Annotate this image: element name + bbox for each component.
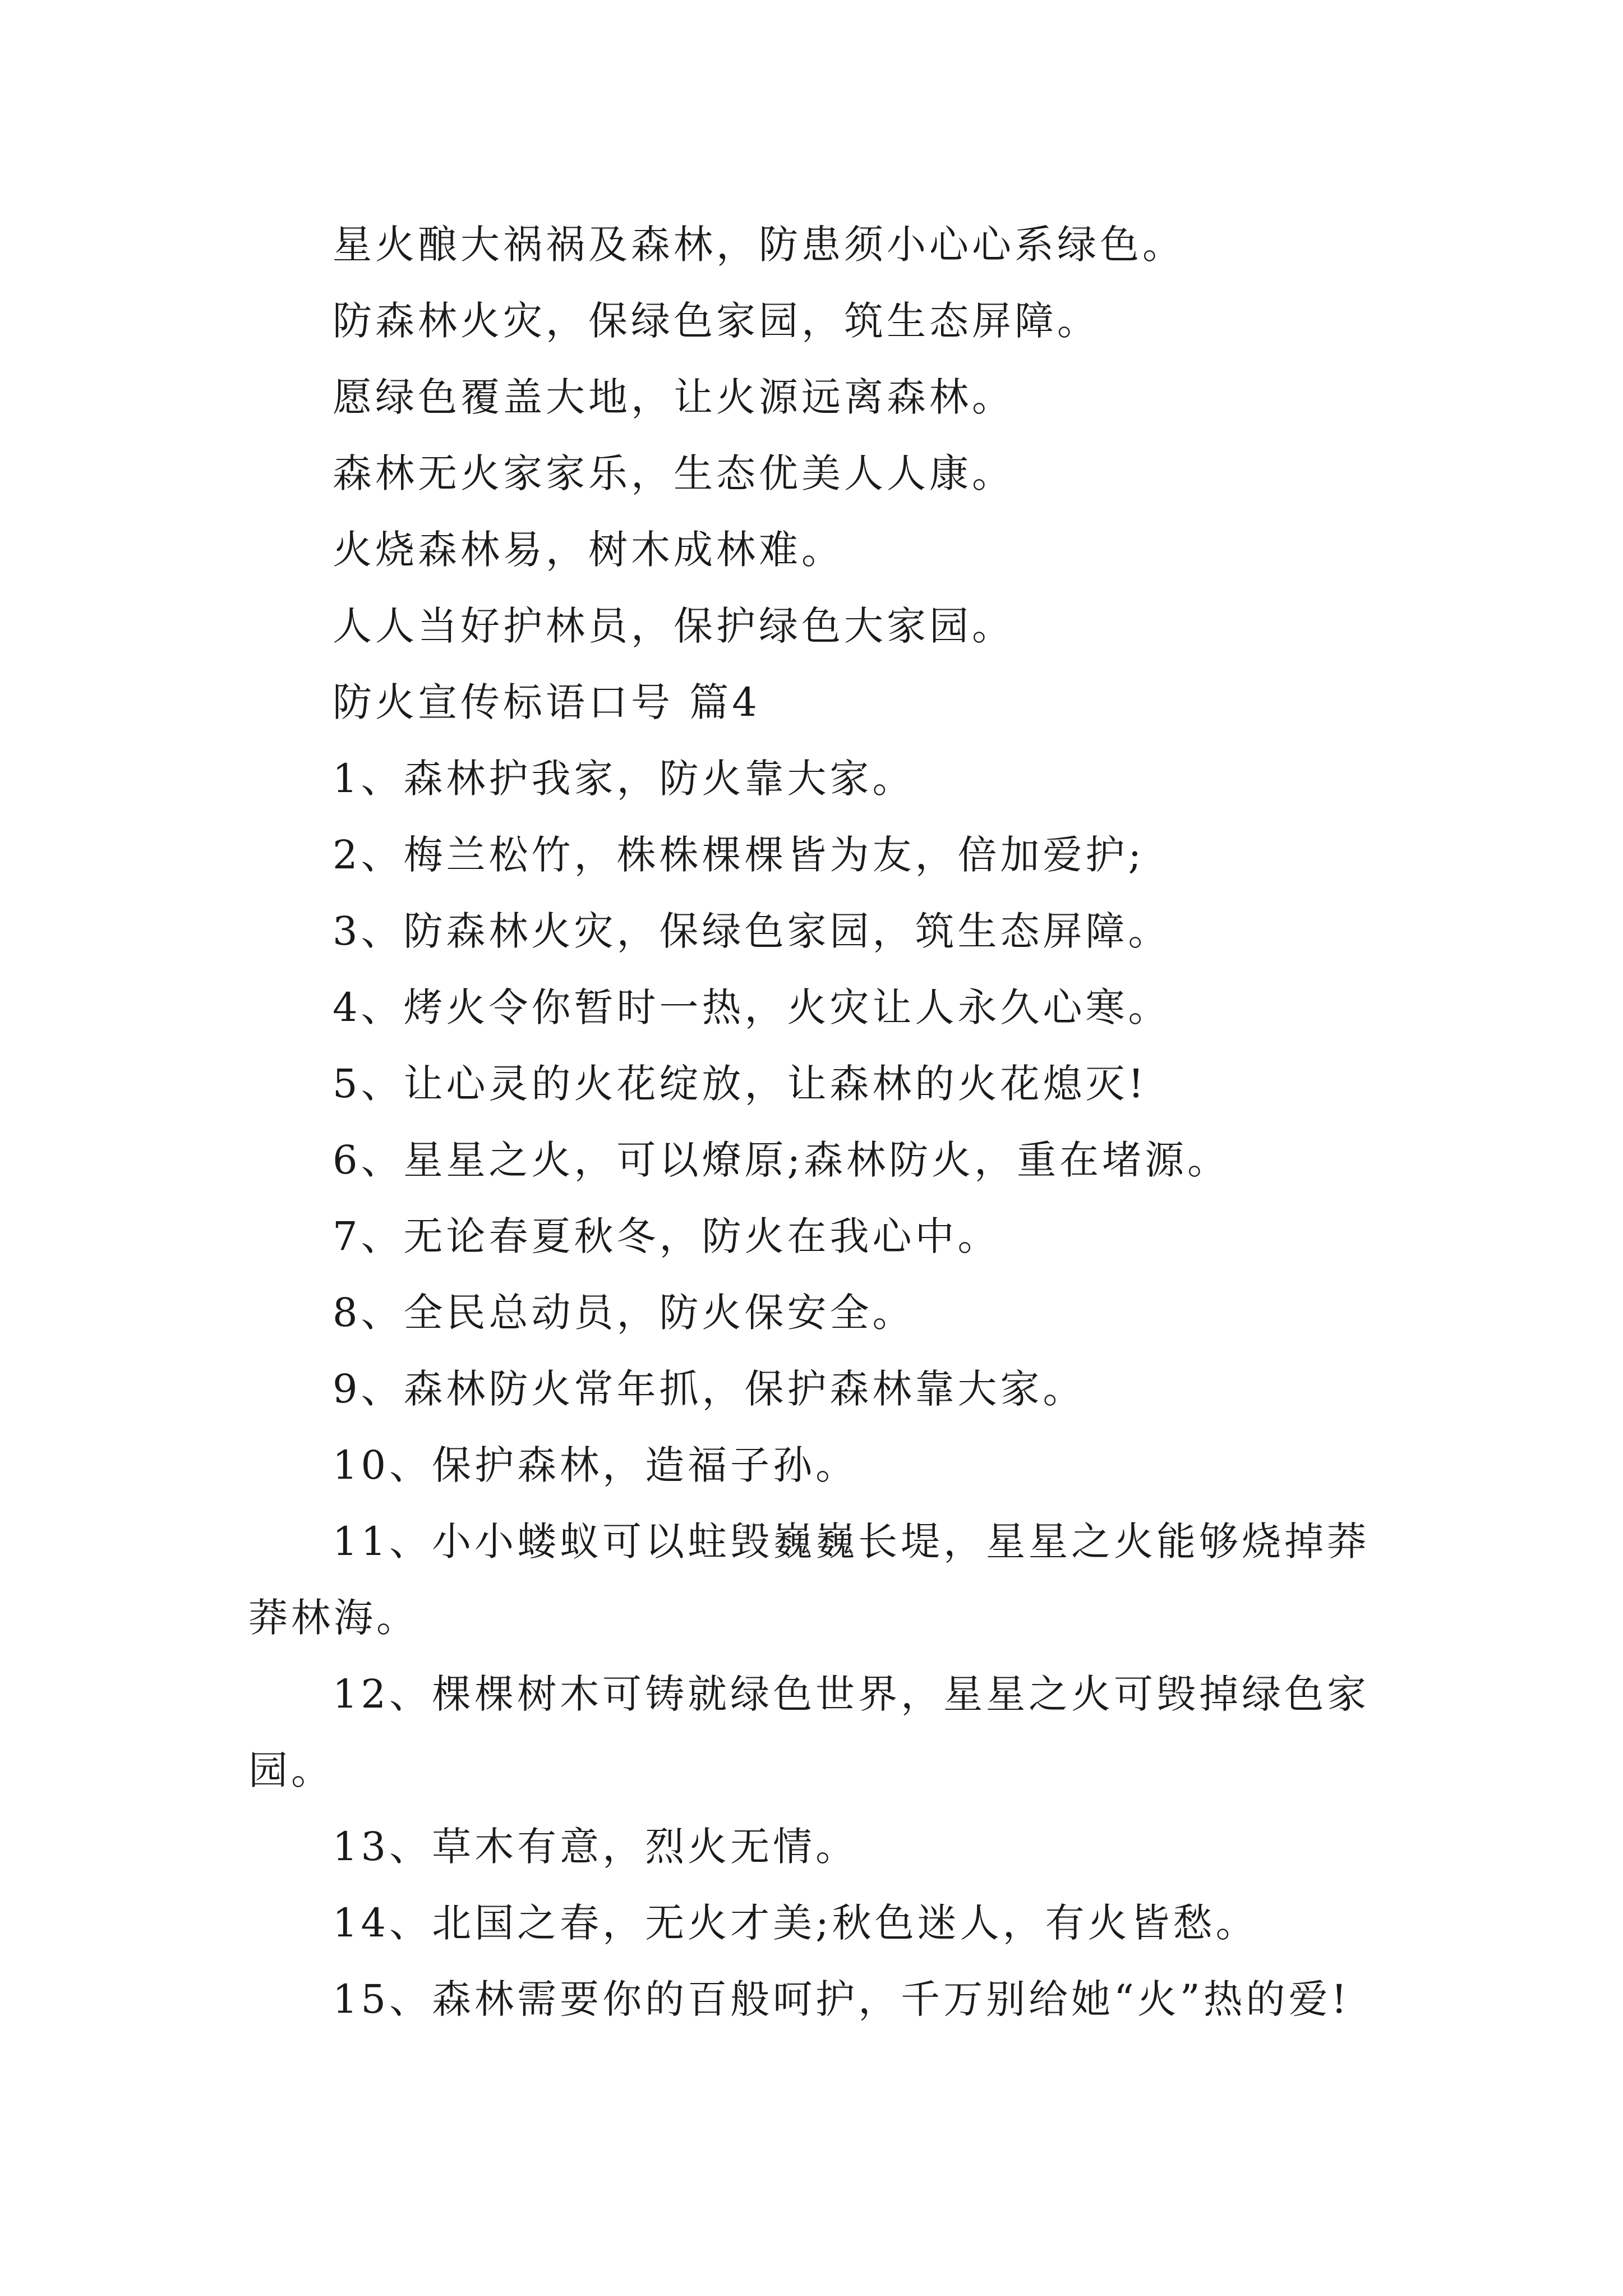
list-item: 2、梅兰松竹，株株棵棵皆为友，倍加爱护; [333,832,1145,878]
paragraph: 森林无火家家乐，生态优美人人康。 [333,450,1015,496]
document-body [248,206,1395,2037]
list-item: 5、让心灵的火花绽放，让森林的火花熄灭! [333,1061,1147,1107]
list-item: 13、草木有意，烈火无情。 [333,1824,859,1870]
list-item: 8、全民总动员，防火保安全。 [333,1290,915,1336]
paragraph: 人人当好护林员，保护绿色大家园。 [333,603,1015,649]
paragraph: 防森林火灾，保绿色家园，筑生态屏障。 [333,298,1100,344]
list-item: 3、防森林火灾，保绿色家园，筑生态屏障。 [333,908,1171,954]
list-item: 7、无论春夏秋冬，防火在我心中。 [333,1213,1000,1259]
list-item: 6、星星之火，可以燎原;森林防火，重在堵源。 [333,1137,1230,1183]
list-item: 4、烤火令你暂时一热，火灾让人永久心寒。 [333,984,1171,1030]
paragraph: 星火酿大祸祸及森林，防患须小心心系绿色。 [333,222,1185,268]
section-heading: 防火宣传标语口号 篇4 [333,679,760,725]
list-item: 9、森林防火常年抓，保护森林靠大家。 [333,1366,1086,1412]
list-item: 11、小小蝼蚁可以蛀毁巍巍长堤，星星之火能够烧掉莽莽林海。 [248,1519,1370,1641]
list-item: 1、森林护我家，防火靠大家。 [333,756,915,802]
list-item: 10、保护森林，造福子孙。 [333,1442,859,1488]
list-item: 12、棵棵树木可铸就绿色世界，星星之火可毁掉绿色家园。 [248,1671,1370,1793]
list-item: 15、森林需要你的百般呵护，千万别给她“火”热的爱! [333,1976,1350,2022]
paragraph: 火烧森林易，树木成林难。 [333,527,844,573]
paragraph: 愿绿色覆盖大地，让火源远离森林。 [333,374,1015,420]
list-item: 14、北国之春，无火才美;秋色迷人，有火皆愁。 [333,1900,1258,1946]
